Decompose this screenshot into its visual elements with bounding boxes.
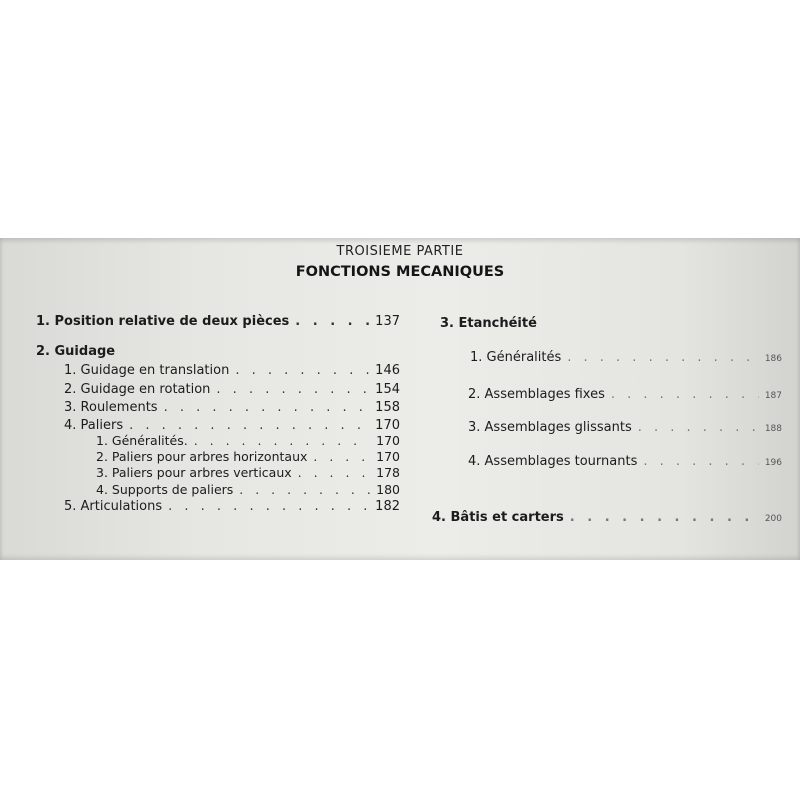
toc-label: 1. Généralités [470, 350, 562, 365]
leader-dots [164, 400, 370, 415]
toc-label: 2. Assemblages fixes [468, 387, 605, 402]
leader-dots [567, 350, 759, 365]
toc-label: 2. Guidage en rotation [64, 382, 211, 397]
toc-entry [64, 418, 400, 433]
toc-sub-entry [96, 482, 400, 497]
toc-page: 137 [375, 314, 400, 329]
leader-dots [611, 387, 759, 402]
leader-dots [194, 433, 370, 448]
toc-label: 4. Supports de paliers [96, 482, 234, 497]
toc-page: 196 [764, 458, 782, 468]
toc-label: 2. Paliers pour arbres horizontaux [96, 449, 308, 464]
toc-entry [64, 499, 400, 514]
toc-page: 186 [764, 354, 782, 364]
toc-entry-position [36, 314, 400, 329]
toc-label: 4. Paliers [64, 418, 124, 433]
toc-entry [64, 363, 400, 378]
toc-sub-entry [96, 465, 400, 480]
toc-page: 154 [375, 382, 400, 397]
toc-entry-etancheite [440, 316, 640, 331]
toc-page: 170 [375, 418, 400, 433]
toc-label: 1. Généralités. [96, 433, 188, 448]
part-heading: TROISIEME PARTIE [336, 244, 464, 259]
toc-page: 158 [375, 400, 400, 415]
toc-label: 5. Articulations [64, 499, 163, 514]
toc-label: 3. Paliers pour arbres verticaux [96, 465, 292, 480]
toc-entry [468, 387, 782, 402]
leader-dots [313, 449, 370, 464]
toc-page: 188 [764, 424, 782, 434]
toc-entry [64, 400, 400, 415]
leader-dots [168, 499, 369, 514]
toc-entry [468, 420, 782, 435]
leader-dots [239, 482, 370, 497]
toc-page: 187 [764, 391, 782, 401]
toc-sub-entry [96, 433, 400, 448]
leader-dots [643, 454, 758, 469]
leader-dots [298, 465, 370, 480]
leader-dots [638, 420, 759, 435]
leader-dots [295, 314, 369, 329]
toc-page: 170 [376, 433, 400, 448]
toc-entry-guidage [36, 344, 236, 359]
section-title: FONCTIONS MECANIQUES [295, 264, 505, 280]
toc-label: 4. Bâtis et carters [432, 510, 564, 525]
toc-entry [64, 382, 400, 397]
toc-label: 4. Assemblages tournants [468, 454, 638, 469]
leader-dots [570, 510, 759, 525]
toc-entry [470, 350, 782, 365]
toc-page: 170 [376, 449, 400, 464]
toc-label: 3. Etanchéité [440, 316, 537, 331]
toc-page: 178 [376, 465, 400, 480]
leader-dots [235, 363, 369, 378]
toc-label: 2. Guidage [36, 344, 116, 359]
toc-entry [468, 454, 782, 469]
toc-page: 182 [375, 499, 400, 514]
toc-label: 1. Guidage en translation [64, 363, 230, 378]
toc-sub-entry [96, 449, 400, 464]
toc-label: 3. Assemblages glissants [468, 420, 632, 435]
toc-entry-batis [432, 510, 782, 525]
leader-dots [216, 382, 369, 397]
toc-label: 1. Position relative de deux pièces [36, 314, 290, 329]
toc-page: 146 [375, 363, 400, 378]
leader-dots [129, 418, 369, 433]
toc-label: 3. Roulements [64, 400, 158, 415]
toc-page: 200 [764, 514, 782, 524]
toc-page: 180 [376, 482, 400, 497]
